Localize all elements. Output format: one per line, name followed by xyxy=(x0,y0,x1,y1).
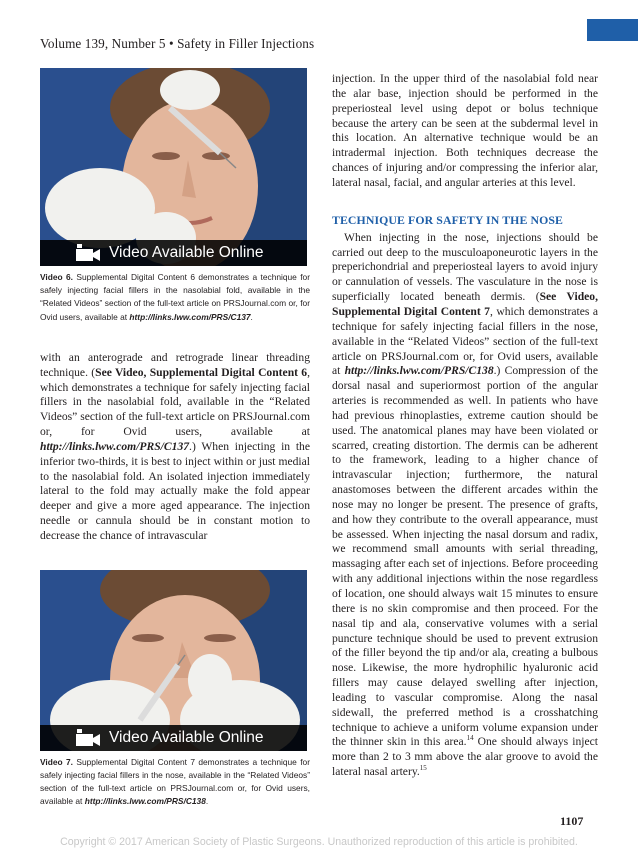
video-figure-7[interactable] xyxy=(40,570,307,751)
caption-label: Video 6. xyxy=(40,272,74,282)
video-available-banner[interactable] xyxy=(40,240,307,266)
page-number: 1107 xyxy=(560,814,584,828)
video-link[interactable]: http://links.lww.com/PRS/C138 xyxy=(344,364,494,378)
video-thumbnail-nose[interactable] xyxy=(40,570,307,751)
video-available-banner[interactable] xyxy=(40,725,307,751)
paragraph: injection. In the upper third of the nasolabial fold near the alar base, injection should be performed in the preperiosteal level using depot or bolus technique because the artery can be seen at the subdermal level in this location. An alternative technique would be an intradermal injection. Both techniques decrease the chances of injuring and/or compressing the inferior alar, lateral nasal, facial, and angular arteries at this level. xyxy=(332,72,598,189)
figure-caption xyxy=(40,756,310,809)
left-column xyxy=(40,68,310,809)
video-banner-label: Video Available Online xyxy=(109,728,264,746)
section-heading: TECHNIQUE FOR SAFETY IN THE NOSE xyxy=(332,212,563,227)
text-run: , which demonstrates a technique for safely injecting facial fillers in the nose, available in the “Related Videos” section of the full-text article on PRSJournal.com or, for Ovid users, available at xyxy=(332,304,598,378)
paragraph xyxy=(40,351,310,544)
video-camera-icon xyxy=(75,244,101,262)
right-column xyxy=(332,72,598,780)
video-camera-icon xyxy=(75,729,101,747)
paragraph xyxy=(332,231,598,780)
caption-link[interactable]: http://links.lww.com/PRS/C138 xyxy=(84,796,206,807)
reference-marker[interactable]: 14 xyxy=(466,734,474,743)
caption-end: . xyxy=(205,796,209,807)
text-run: One should always inject more than 2 to 3 mm above the alar groove to avoid the lateral nasal artery. xyxy=(332,735,598,779)
video-banner-label: Video Available Online xyxy=(109,244,264,261)
video-reference: See Video, Supplemental Digital Content 6 xyxy=(95,365,308,379)
caption-label: Video 7. xyxy=(40,756,74,767)
caption-end: . xyxy=(250,311,253,322)
running-head: Volume 139, Number 5 • Safety in Filler Injections xyxy=(40,36,315,51)
copyright-notice: Copyright © 2017 American Society of Plastic Surgeons. Unauthorized reproduction of this article is prohibited. xyxy=(60,836,578,848)
caption-text: Supplemental Digital Content 6 demonstrates a technique for safely injecting facial fillers in the nasolabial fold, available in the “Related Videos” section of the full-text article on PRSJournal.com or, for Ovid users, available at xyxy=(40,272,310,322)
caption-text: Supplemental Digital Content 7 demonstrates a technique for safely injecting facial fillers in the nose, available in the “Related Videos” section of the full-text article on PRSJournal.com or, for Ovid users, available at xyxy=(40,756,310,807)
video-figure-6[interactable] xyxy=(40,68,307,266)
text-run: with an anterograde and retrograde linear threading technique. ( xyxy=(40,350,310,379)
video-thumbnail-nasolabial[interactable] xyxy=(40,68,307,266)
reference-marker[interactable]: 15 xyxy=(419,764,427,773)
text-run: When injecting in the nose, injections should be carried out deep to the musculoaponeurotic layers in the preperichondrial and preperiosteal layers to avoid injury or cannulation of vessels. The vasculature in the nose is superficially located beneath dermis. ( xyxy=(332,230,598,304)
blue-section-tab xyxy=(587,19,638,41)
text-run: .) When injecting in the inferior two-thirds, it is best to inject within or just medial to the nasolabial fold. An isolated injection immediately lateral to the fold may actually make the fold appear deeper and give a more aged appearance. The injection needle or cannula should be in constant motion to decrease the chance of intravascular xyxy=(40,439,310,542)
figure-caption xyxy=(40,271,310,324)
video-reference: See Video, Supplemental Digital Content 7 xyxy=(332,290,598,318)
caption-link[interactable]: http://links.lww.com/PRS/C137 xyxy=(129,311,251,322)
text-run: , which demonstrates a technique for safely injecting facial fillers in the nasolabial fold, available in the “Related Videos” section of the full-text article on PRSJournal.com or, for Ovid users, available at xyxy=(40,365,310,439)
video-link[interactable]: http://links.lww.com/PRS/C137 xyxy=(40,439,190,453)
text-run: .) Compression of the dorsal nasal and superiormost portion of the angular arteries is recommended as well. In patients who have had previous rhinoplasties, extreme caution should be used. The anatomical planes may have been violated or scarred, creating distortion. The dermis can be adherent to the framework, leading to a higher chance of intravascular injection; furthermore, the natural anastomoses between the different arcades within the nose may no longer be present. The presence of grafts, and how they contribute to the overall appearance, must be assessed. When injecting the nasal dorsum and radix, we recommend small amounts with serial threading, massaging after each set of injections. Before proceeding with any additional injections within the nose regardless of location, one should always wait 15 minutes to ensure there is no skin compromise and then proceed. For the nasal tip and ala, conservative volumes with a serial puncture technique should be used to prevent extrusion of the filler beyond the tip and/or ala, creating a bulbous nose. Likewise, the more hydrophilic hyaluronic acid fillers may cause delayed swelling after injection, leading to vascular compromise. Along the nasal sidewall, the preferred method is a crosshatching technique to achieve a uniform volume expansion under the thinner skin in this area. xyxy=(332,364,599,749)
